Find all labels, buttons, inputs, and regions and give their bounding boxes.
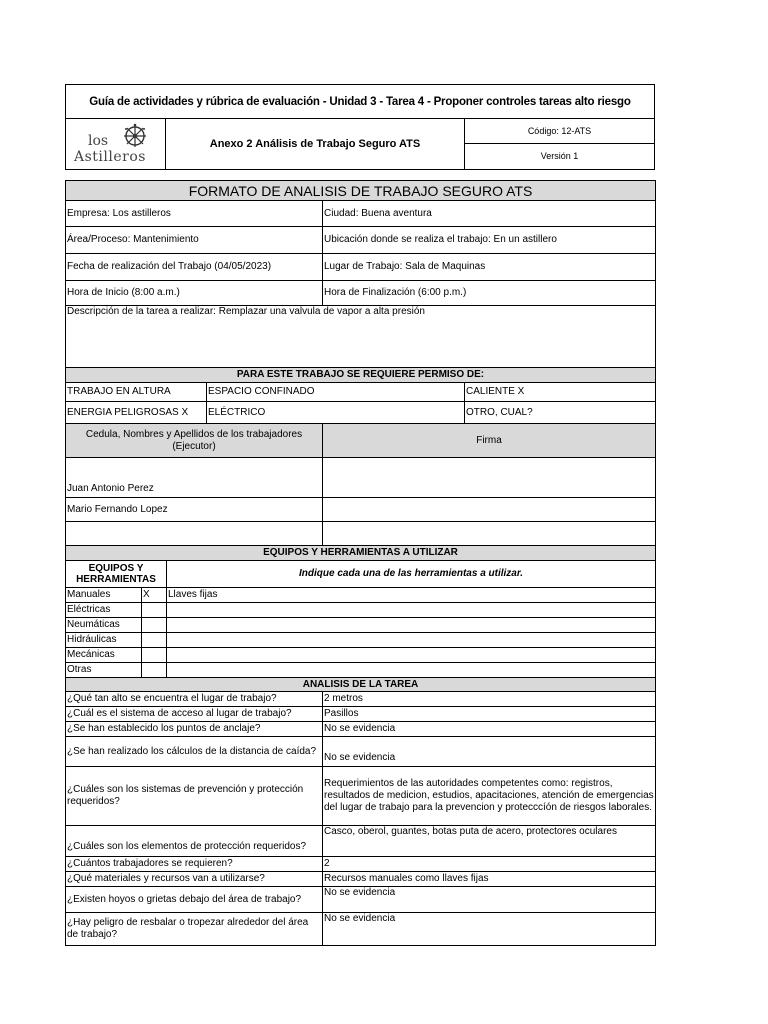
guide-title: Guía de actividades y rúbrica de evaluación - Unidad 3 - Tarea 4 - Proponer controles tareas alto riesgo [66, 85, 654, 119]
permit-confinado: ESPACIO CONFINADO [207, 383, 465, 402]
equipment-mark [142, 603, 167, 618]
ats-form [65, 180, 656, 946]
equipment-type: Neumáticas [66, 618, 142, 633]
equipment-tools [167, 618, 656, 633]
permit-electrico: ELÉCTRICO [207, 402, 465, 424]
analysis-answer: Casco, oberol, guantes, botas puta de acero, protectores oculares [323, 826, 656, 857]
descripcion-field: Descripción de la tarea a realizar: Remplazar una valvula de vapor a alta presión [66, 306, 656, 368]
equipment-type: Eléctricas [66, 603, 142, 618]
equipment-mark [142, 633, 167, 648]
permits-header: PARA ESTE TRABAJO SE REQUIERE PERMISO DE: [66, 368, 656, 383]
equipment-type: Manuales [66, 588, 142, 603]
permit-energia: ENERGIA PELIGROSAS X [66, 402, 207, 424]
workers-column-header: Cedula, Nombres y Apellidos de los trabajadores (Ejecutor) [66, 424, 323, 458]
equipment-tools [167, 648, 656, 663]
ship-wheel-icon [122, 123, 148, 149]
analysis-question: ¿Cuál es el sistema de acceso al lugar de trabajo? [66, 707, 323, 722]
worker-name: Mario Fernando Lopez [66, 498, 323, 522]
analysis-question: ¿Cuántos trabajadores se requieren? [66, 857, 323, 872]
analysis-answer: Recursos manuales como llaves fijas [323, 872, 656, 887]
worker-name [66, 522, 323, 546]
analysis-answer: Pasillos [323, 707, 656, 722]
analysis-question: ¿Se han establecido los puntos de anclaje? [66, 722, 323, 737]
analysis-header: ANALISIS DE LA TAREA [66, 678, 656, 692]
equipment-tools [167, 633, 656, 648]
logo-text-astilleros: Astilleros [74, 149, 146, 165]
permit-altura: TRABAJO EN ALTURA [66, 383, 207, 402]
equipment-type: Otras [66, 663, 142, 678]
form-title: FORMATO DE ANALISIS DE TRABAJO SEGURO ATS [66, 181, 656, 201]
analysis-answer: Requerimientos de las autoridades competentes como: registros, resultados de medicion, estudios, apacitaciones, atención de emergencias del lugar de trabajo para la prevencion y protecccíón de riesgos laborales. [323, 767, 656, 826]
equipment-type: Hidráulicas [66, 633, 142, 648]
fecha-field: Fecha de realización del Trabajo (04/05/2023) [66, 254, 323, 281]
equipment-tools: Llaves fijas [167, 588, 656, 603]
analysis-answer: 2 metros [323, 692, 656, 707]
equipment-header: EQUIPOS Y HERRAMIENTAS A UTILIZAR [66, 546, 656, 561]
analysis-question: ¿Hay peligro de resbalar o tropezar alrededor del área de trabajo? [66, 913, 323, 946]
company-logo [66, 119, 166, 169]
empresa-field: Empresa: Los astilleros [66, 201, 323, 227]
worker-signature [323, 498, 656, 522]
equipment-type: Mecánicas [66, 648, 142, 663]
analysis-answer: No se evidencia [323, 737, 656, 767]
hora-fin-field: Hora de Finalización (6:00 p.m.) [323, 281, 656, 306]
ubicacion-field: Ubicación donde se realiza el trabajo: En un astillero [323, 227, 656, 254]
lugar-field: Lugar de Trabajo: Sala de Maquinas [323, 254, 656, 281]
analysis-answer: 2 [323, 857, 656, 872]
analysis-question: ¿Cuáles son los sistemas de prevención y protección requeridos? [66, 767, 323, 826]
document-header [65, 84, 655, 170]
analysis-question: ¿Cuáles son los elementos de protección requeridos? [66, 826, 323, 857]
signature-column-header: Firma [323, 424, 656, 458]
document-version: Versión 1 [464, 144, 654, 169]
worker-signature [323, 458, 656, 498]
document-code: Código: 12-ATS [464, 119, 654, 144]
equipment-label: EQUIPOS Y HERRAMIENTAS [66, 561, 167, 588]
permit-caliente: CALIENTE X [465, 383, 656, 402]
analysis-answer: No se evidencia [323, 722, 656, 737]
equipment-mark [142, 618, 167, 633]
permit-otro: OTRO, CUAL? [465, 402, 656, 424]
equipment-tools [167, 603, 656, 618]
equipment-tools [167, 663, 656, 678]
equipment-instruction: Indique cada una de las herramientas a utilizar. [167, 561, 656, 588]
annex-title: Anexo 2 Análisis de Trabajo Seguro ATS [209, 138, 421, 150]
analysis-question: ¿Se han realizado los cálculos de la distancia de caída? [66, 737, 323, 767]
ciudad-field: Ciudad: Buena aventura [323, 201, 656, 227]
analysis-question: ¿Existen hoyos o grietas debajo del área de trabajo? [66, 887, 323, 913]
area-field: Área/Proceso: Mantenimiento [66, 227, 323, 254]
analysis-question: ¿Qué tan alto se encuentra el lugar de trabajo? [66, 692, 323, 707]
hora-inicio-field: Hora de Inicio (8:00 a.m.) [66, 281, 323, 306]
equipment-mark: X [142, 588, 167, 603]
worker-signature [323, 522, 656, 546]
analysis-question: ¿Qué materiales y recursos van a utilizarse? [66, 872, 323, 887]
worker-name: Juan Antonio Perez [66, 458, 323, 498]
logo-text-los: los [88, 133, 109, 149]
equipment-mark [142, 648, 167, 663]
equipment-mark [142, 663, 167, 678]
analysis-answer: No se evidencia [323, 913, 656, 946]
analysis-answer: No se evidencia [323, 887, 656, 913]
